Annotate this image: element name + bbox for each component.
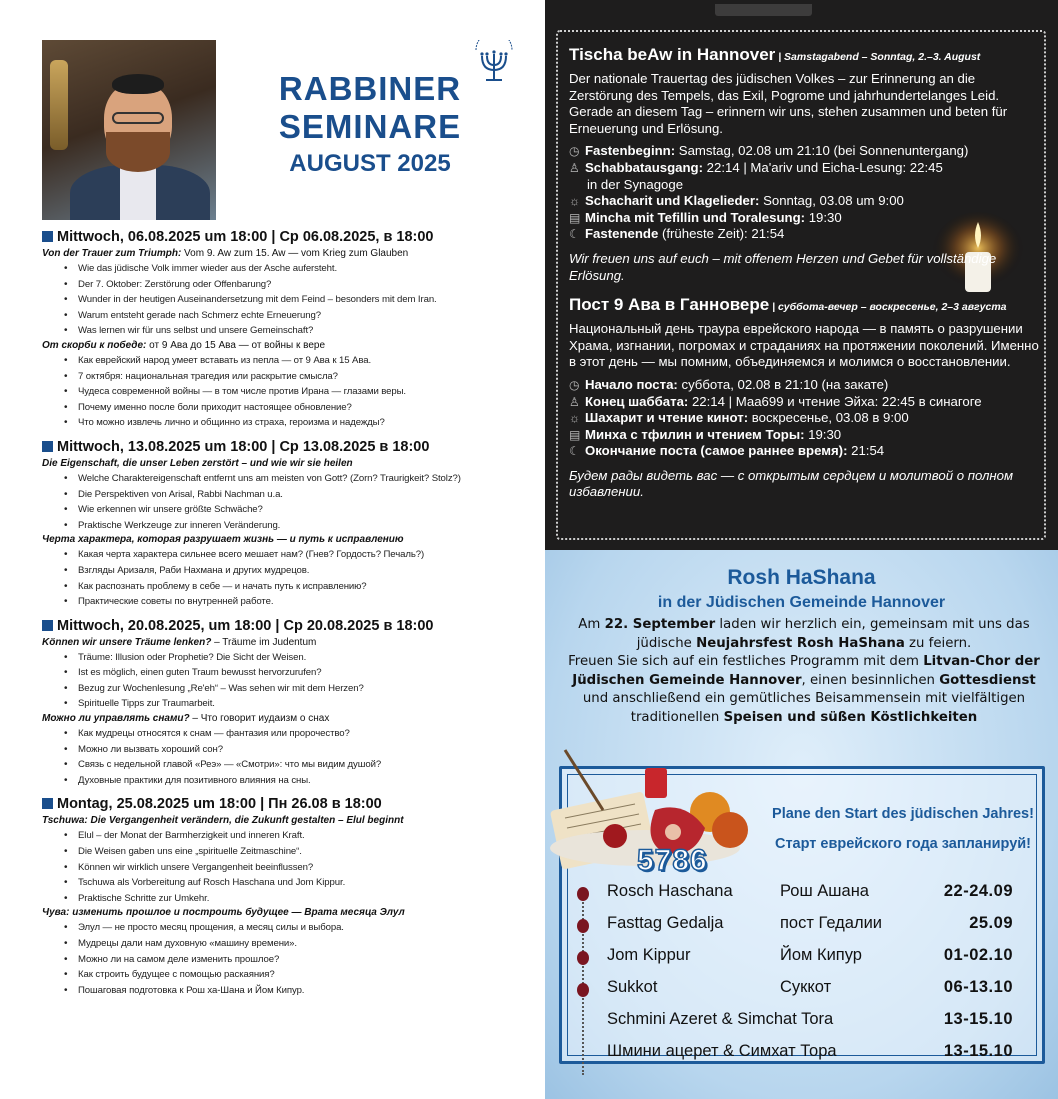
schedule-value: 22:14 | Маа699 и чтение Эйха: 22:45 в синагоге (688, 393, 982, 409)
topic-title-emphasis: Die Eigenschaft, die unser Leben zerstört – und wie wir sie heilen (42, 457, 353, 469)
portrait-glasses (112, 112, 164, 124)
blue-square-icon (42, 798, 53, 809)
holiday-row (575, 974, 1025, 1006)
topic-point: • Духовные практики для позитивного влияния на сны. (64, 773, 542, 789)
title-line-3: AUGUST 2025 (289, 150, 451, 177)
topic-title (42, 814, 542, 828)
tisha-ru-title-text: Пост 9 Ава в Ганновере (569, 295, 770, 315)
schedule-row (569, 160, 1039, 177)
rabbi-portrait (42, 40, 216, 220)
plan-heading-ru: Старт еврейского года запланируй! (774, 836, 1032, 852)
schedule-value: Sonntag, 03.08 um 9:00 (759, 193, 904, 209)
rosh-text: laden wir herzlich ein, gemeinsam mit uns das jüdische (636, 617, 1030, 651)
session-heading (42, 795, 542, 814)
session-date: Mittwoch, 13.08.2025 um 18:00 | Ср 13.08.2025 в 18:00 (57, 438, 430, 455)
schedule-label: Fastenbeginn: (585, 143, 676, 159)
rosh-subtitle: in der Jüdischen Gemeinde Hannover (657, 594, 946, 611)
session (42, 438, 542, 610)
schedule-value: (früheste Zeit): 21:54 (658, 226, 785, 242)
title-line-1: RABBINER (278, 70, 462, 107)
schedule-value: in der Synagoge (587, 176, 684, 192)
schedule-value: воскресенье, 03.08 в 9:00 (748, 410, 909, 426)
topic-points (64, 828, 542, 906)
schedule-row (569, 143, 1039, 160)
topic-title-emphasis: Können wir unsere Träume lenken? (42, 636, 212, 648)
schedule-row (569, 377, 1039, 394)
topic-point: • Wunder in der heutigen Auseinandersetzung mit dem Feind – besonders mit dem Iran. (64, 292, 542, 308)
topic-point: • Чудеса современной войны — в том числе против Ирана — глазами веры. (64, 384, 542, 400)
topic-title (42, 457, 542, 471)
topic-title-emphasis: Tschuwa: Die Vergangenheit verändern, die Zukunft gestalten – Elul beginnt (42, 815, 404, 827)
topic-point: • Spirituelle Tipps zur Traumarbeit. (64, 696, 542, 712)
clock-icon: ◷ (569, 377, 580, 392)
session-heading (42, 617, 542, 636)
topic-point: • Мудрецы дали нам духовную «машину времени». (64, 936, 542, 952)
topic-point: • Что можно извлечь лично и общинно из страха, героизма и надежды? (64, 415, 542, 431)
holiday-name-ru: пост Гедалии (780, 914, 883, 932)
pomegranate-dot-icon (577, 983, 589, 997)
rosh-text: Freuen Sie sich auf ein festliches Programm mit dem (568, 654, 924, 669)
schedule-value: 19:30 (805, 209, 842, 225)
tisha-ru-subtitle: | суббота-вечер – воскресенье, 2–3 августа (769, 301, 1007, 314)
topic-points (64, 920, 542, 998)
scroll-icon: ▤ (569, 210, 581, 225)
holiday-name-de: Sukkot (607, 978, 658, 996)
moon-icon: ☾ (569, 444, 580, 459)
schedule-row (569, 427, 1039, 444)
topic-point: • Elul – der Monat der Barmherzigkeit und inneren Kraft. (64, 828, 542, 844)
schedule-value: суббота, 02.08 в 21:10 (на закате) (677, 376, 889, 392)
holiday-name-ru: Йом Кипур (780, 946, 862, 964)
schedule-row (569, 394, 1039, 411)
schedule-label: Schabbatausgang: (585, 159, 703, 175)
topic-point: • Как мудрецы относятся к снам — фантазия или пророчество? (64, 726, 542, 742)
topic-point: • Warum entsteht gerade nach Schmerz echte Erneuerung? (64, 308, 542, 324)
schedule-label: Schacharit und Klagelieder: (585, 193, 760, 209)
tisha-content (569, 44, 1039, 501)
topic-point: • Практические советы по внутренней работе. (64, 594, 542, 610)
rosh-title: Rosh HaShana (727, 566, 876, 589)
tisha-de-schedule (569, 143, 1039, 243)
rosh-description (559, 616, 1049, 727)
holiday-date: 25.09 (969, 914, 1013, 932)
rosh-text-bold: Neujahrsfest Rosh HaShana (696, 635, 905, 651)
schedule-row (569, 193, 1039, 210)
holiday-date: 01-02.10 (943, 946, 1013, 964)
session-date: Montag, 25.08.2025 um 18:00 | Пн 26.08 в 18:00 (57, 796, 382, 813)
plan-heading-de: Plane den Start des jüdischen Jahres! (772, 806, 1034, 822)
topic-points (64, 650, 542, 712)
topic-title (42, 906, 542, 920)
topic-point: • Можно ли на самом деле изменить прошлое? (64, 952, 542, 968)
rosh-hashana-panel (545, 550, 1058, 1099)
schedule-value: 19:30 (804, 426, 842, 442)
holiday-name-ru: Суккот (780, 978, 832, 996)
lamp-decor (50, 60, 68, 150)
schedule-value: 22:14 | Ma'ariv und Eicha-Lesung: 22:45 (702, 159, 943, 175)
sunrise-icon: ☼ (569, 411, 580, 426)
schedule-value: Samstag, 02.08 um 21:10 (bei Sonnenuntergang) (675, 143, 969, 159)
topic-points (64, 261, 542, 339)
holiday-date: 06-13.10 (943, 978, 1013, 996)
topic-title-emphasis: Von der Trauer zum Triumph: (42, 248, 182, 259)
holiday-name-de: Jom Kippur (607, 946, 691, 964)
pomegranate-dot-icon (577, 919, 589, 933)
tisha-de-subtitle: | Samstagabend – Sonntag, 2.–3. August (775, 51, 981, 63)
holiday-row (575, 910, 1025, 942)
topic-point: • Как распознать проблему в себе — и начать путь к исправлению? (64, 579, 542, 595)
topic-title-emphasis: Черта характера, которая разрушает жизнь — и путь к исправлению (42, 534, 404, 546)
topic-points (64, 547, 542, 609)
tisha-de-title-text: Tischa beAw in Hannover (569, 45, 776, 64)
rosh-text-bold: Litvan-Chor der Jüdischen Gemeinde Hannover (572, 654, 1040, 688)
portrait-beard (106, 132, 170, 172)
session-date: Mittwoch, 20.08.2025, um 18:00 | Ср 20.08.2025 в 18:00 (57, 617, 434, 634)
schedule-label: Окончание поста (самое раннее время): (585, 443, 848, 459)
schedule-row (569, 410, 1039, 427)
schedule-row (569, 443, 1039, 460)
tisha-beav-panel (545, 0, 1058, 550)
topic-title-emphasis: Можно ли управлять снами? (42, 713, 190, 725)
topic-point: • Взгляды Аризаля, Раби Нахмана и других мудрецов. (64, 563, 542, 579)
blue-square-icon (42, 231, 53, 242)
session (42, 228, 542, 431)
candle-icon: ♙ (569, 394, 580, 409)
topic-point: • Можно ли вызвать хороший сон? (64, 742, 542, 758)
session-heading (42, 438, 542, 457)
portrait-kippah (112, 74, 164, 94)
topic-point: • Как еврейский народ умеет вставать из пепла — от 9 Ава к 15 Ава. (64, 353, 542, 369)
session (42, 617, 542, 789)
topic-point: • Was lernen wir für uns selbst und unsere Gemeinschaft? (64, 323, 542, 339)
topic-point: • Элул — не просто месяц прощения, а месяц силы и выбора. (64, 920, 542, 936)
rosh-text: Am (578, 617, 605, 632)
topic-title-rest: – Что говорит иудаизм о снах (189, 713, 330, 725)
topic-point: • Bezug zur Wochenlesung „Re'eh“ – Was sehen wir mit dem Herzen? (64, 681, 542, 697)
holiday-name-de: Schmini Azeret & Simchat Tora (607, 1010, 834, 1028)
schedule-label: Fastenende (585, 226, 659, 242)
holiday-row (575, 942, 1025, 974)
topic-points (64, 471, 542, 533)
schedule-label: Минха с тфилин и чтением Торы: (585, 426, 805, 442)
holiday-date: 22-24.09 (943, 882, 1013, 900)
tisha-ru-schedule (569, 377, 1039, 460)
hebrew-year: 5786 (637, 844, 708, 877)
holiday-name-de: Fasttag Gedalja (607, 914, 724, 932)
topic-title (42, 636, 542, 650)
blue-square-icon (42, 441, 53, 452)
holiday-name-ru: Рош Ашана (780, 882, 869, 900)
topic-points (64, 353, 542, 431)
schedule-row (569, 177, 1039, 194)
candle-icon: ♙ (569, 160, 580, 175)
schedule-label: Начало поста: (585, 376, 678, 392)
rosh-text-bold: Speisen und süßen Köstlichkeiten (723, 709, 978, 725)
topic-point: • Welche Charaktereigenschaft entfernt uns am meisten von Gott? (Zorn? Traurigkeit? Stolz?) (64, 471, 542, 487)
scroll-icon: ▤ (569, 427, 581, 442)
topic-title (42, 533, 542, 547)
tisha-ru-intro: Национальный день траура еврейского народа — в память о разрушении Храма, изгнании, погромах и страданиях на протяжении поколений. Именно в этот день — мы помним, объединяемся и молимся о восстановлении. (569, 321, 1039, 370)
tisha-ru-closing: Будем рады видеть вас — с открытым сердцем и молитвой о полном избавлении. (569, 467, 1014, 500)
topic-title-emphasis: Чува: изменить прошлое и построить будущее — Врата месяца Элул (42, 907, 405, 919)
holiday-date: 13-15.10 (943, 1010, 1013, 1028)
pomegranate-dot-icon (577, 887, 589, 901)
topic-point: • Почему именно после боли приходит настоящее обновление? (64, 400, 542, 416)
rosh-text: , einen besinnlichen (801, 672, 940, 688)
tisha-de-intro: Der nationale Trauertag des jüdischen Volkes – zur Erinnerung an die Zerstörung des Tempels, das Exil, Pogrome und jahrhundertelanges Leid. Gerade an diesem Tag – erinnern wir uns, stehen zusammen und beten für Erneuerung und Erlösung. (569, 71, 1008, 136)
top-tab (715, 4, 812, 16)
topic-point: • Wie das jüdische Volk immer wieder aus der Asche aufersteht. (64, 261, 542, 277)
topic-point: • Praktische Schritte zur Umkehr. (64, 891, 542, 907)
tisha-de-title (569, 44, 1039, 68)
pomegranate-dot-icon (577, 951, 589, 965)
topic-title (42, 712, 542, 726)
topic-point: • Träume: Illusion oder Prophetie? Die Sicht der Weisen. (64, 650, 542, 666)
topic-point: • Die Weisen gaben uns eine „spirituelle Zeitmaschine“. (64, 844, 542, 860)
title-line-2: SEMINARE (278, 108, 462, 145)
portrait-shirt (120, 165, 156, 220)
schedule-label: Шахарит и чтение кинот: (585, 410, 749, 426)
session-heading (42, 228, 542, 247)
holiday-row (575, 878, 1025, 910)
topic-title-emphasis: От скорби к победе: (42, 339, 147, 351)
holiday-row (575, 1006, 1025, 1038)
moon-icon: ☾ (569, 227, 580, 242)
topic-title (42, 247, 542, 261)
sunrise-icon: ☼ (569, 194, 580, 209)
holiday-date: 13-15.10 (943, 1042, 1013, 1060)
topic-point: • 7 октября: национальная трагедия или раскрытие смысла? (64, 369, 542, 385)
clock-icon: ◷ (569, 144, 580, 159)
tisha-de-closing: Wir freuen uns auf euch – mit offenem Herzen und Gebet für vollständige Erlösung. (569, 250, 997, 283)
rosh-text: zu feiern. (904, 635, 972, 651)
rosh-text-bold: 22. September (604, 617, 716, 632)
topic-point: • Ist es möglich, einen guten Traum bewusst hervorzurufen? (64, 665, 542, 681)
seminar-title (255, 70, 485, 180)
topic-points (64, 726, 542, 788)
holiday-name-de: Rosch Haschana (607, 882, 733, 900)
topic-point: • Der 7. Oktober: Zerstörung oder Offenbarung? (64, 277, 542, 293)
rosh-text: und anschließend ein gemütliches Beisammensein mit vielfältigen traditionellen (582, 691, 1026, 725)
topic-point: • Какая черта характера сильнее всего мешает нам? (Гнев? Гордость? Печаль?) (64, 547, 542, 563)
topic-title-rest: Vom 9. Aw zum 15. Aw — vom Krieg zum Glauben (181, 248, 409, 259)
schedule-label: Mincha mit Tefillin und Toralesung: (585, 209, 806, 225)
schedule-row (569, 226, 1039, 243)
topic-point: • Die Perspektiven von Arisal, Rabbi Nachman u.a. (64, 487, 542, 503)
topic-point: • Пошаговая подготовка к Рош ха-Шана и Йом Кипур. (64, 983, 542, 999)
topic-point: • Tschuwa als Vorbereitung auf Rosch Haschana und Jom Kippur. (64, 875, 542, 891)
holiday-row (575, 1038, 1025, 1064)
topic-title (42, 339, 542, 353)
topic-title-rest: от 9 Ава до 15 Ава — от войны к вере (146, 339, 326, 351)
topic-point: • Wie erkennen wir unsere größte Schwäche? (64, 502, 542, 518)
holiday-name-de: Шмини ацерет & Симхат Тора (607, 1042, 837, 1060)
topic-title-rest: – Träume im Judentum (211, 636, 317, 648)
schedule-row (569, 210, 1039, 227)
tisha-ru-title (569, 294, 1039, 318)
session (42, 795, 542, 998)
blue-square-icon (42, 620, 53, 631)
topic-point: • Praktische Werkzeuge zur inneren Veränderung. (64, 518, 542, 534)
holiday-date-list (575, 878, 1025, 1064)
session-list (42, 228, 542, 1005)
schedule-value: 21:54 (847, 443, 885, 459)
session-date: Mittwoch, 06.08.2025 um 18:00 | Ср 06.08.2025, в 18:00 (57, 229, 434, 245)
topic-point: • Как строить будущее с помощью раскаяния? (64, 967, 542, 983)
schedule-label: Конец шаббата: (585, 393, 689, 409)
topic-point: • Связь с недельной главой «Реэ» — «Смотри»: что мы видим душой? (64, 757, 542, 773)
topic-point: • Können wir wirklich unsere Vergangenheit beeinflussen? (64, 860, 542, 876)
rosh-text-bold: Gottesdienst (939, 672, 1036, 688)
